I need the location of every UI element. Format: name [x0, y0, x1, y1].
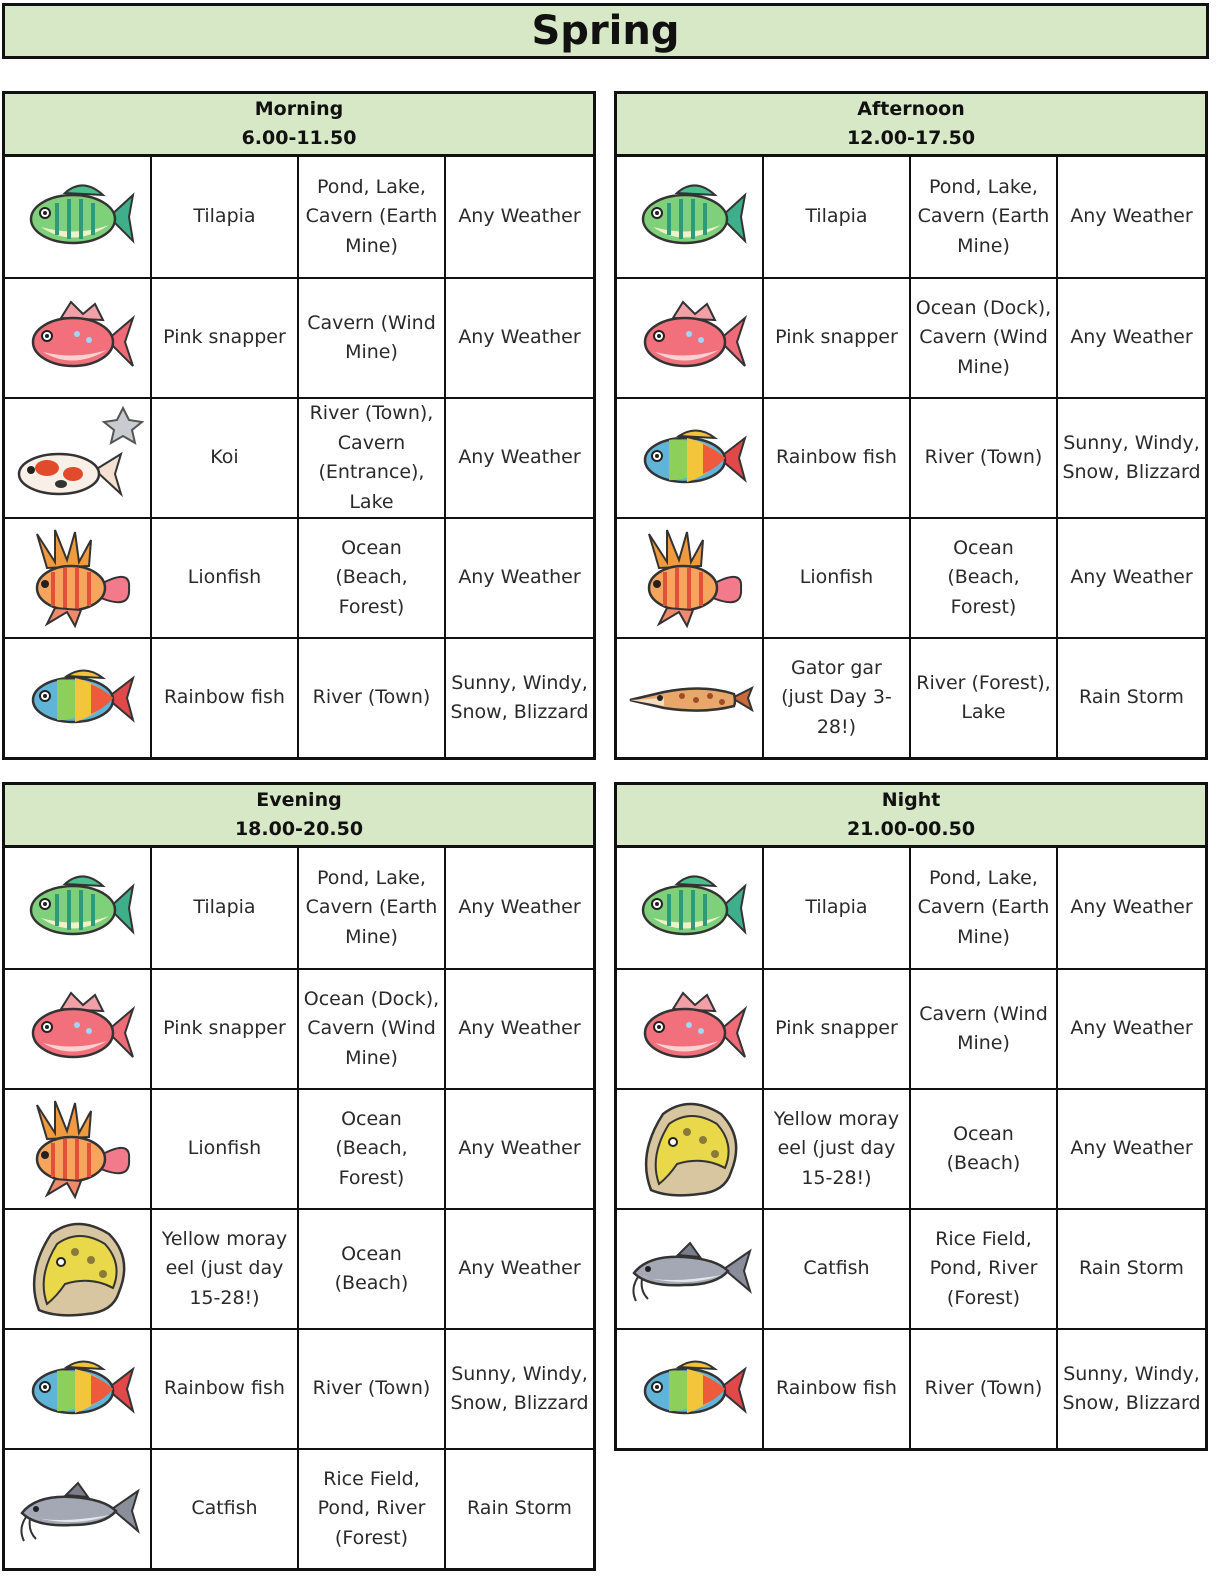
- night-header: [614, 782, 1208, 848]
- fish-row: [617, 1088, 1205, 1208]
- rainbow-fish-icon: [629, 408, 749, 508]
- fish-image-cell: [5, 1330, 152, 1448]
- fish-location: Pond, Lake, Cavern (Earth Mine): [911, 848, 1058, 968]
- pink-snapper-icon: [17, 979, 137, 1079]
- fish-row: [5, 157, 593, 277]
- pink-snapper-icon: [629, 979, 749, 1079]
- fish-image-cell: [617, 1210, 764, 1328]
- fish-location: Ocean (Beach): [911, 1090, 1058, 1208]
- koi-icon: [7, 398, 147, 518]
- fish-image-cell: [5, 1090, 152, 1208]
- fish-name: Pink snapper: [152, 970, 299, 1088]
- fish-weather: Sunny, Windy, Snow, Blizzard: [1062, 431, 1201, 483]
- period-hours: 18.00-20.50: [234, 818, 364, 840]
- fish-weather: Any Weather: [1070, 566, 1193, 589]
- fish-location: River (Town): [911, 1330, 1058, 1448]
- fish-location: River (Forest), Lake: [911, 639, 1058, 757]
- fish-image-cell: [5, 1210, 152, 1328]
- fish-row: [5, 1328, 593, 1448]
- fish-name: Lionfish: [152, 1090, 299, 1208]
- yellow-moray-eel-icon: [629, 1094, 749, 1204]
- lionfish-icon: [17, 1099, 137, 1199]
- fish-weather: Any Weather: [458, 446, 581, 469]
- fish-image-cell: [5, 970, 152, 1088]
- fish-image-cell: [5, 1450, 152, 1568]
- fish-weather: Any Weather: [458, 1137, 581, 1160]
- fish-image-cell: [5, 848, 152, 968]
- fish-weather: Rain Storm: [467, 1497, 572, 1520]
- fish-image-cell: [617, 639, 764, 757]
- fish-location: Ocean (Dock), Cavern (Wind Mine): [911, 279, 1058, 397]
- catfish-icon: [12, 1459, 142, 1559]
- rainbow-fish-icon: [17, 1339, 137, 1439]
- fish-image-cell: [5, 639, 152, 757]
- evening-panel: [2, 782, 596, 1571]
- evening-fish-table: [2, 848, 596, 1571]
- fish-weather: Any Weather: [1070, 896, 1193, 919]
- fish-image-cell: [617, 157, 764, 277]
- fish-image-cell: [617, 1090, 764, 1208]
- fish-location: Cavern (Wind Mine): [911, 970, 1058, 1088]
- fish-name: Rainbow fish: [152, 1330, 299, 1448]
- fish-row: [617, 637, 1205, 757]
- fish-location: Pond, Lake, Cavern (Earth Mine): [911, 157, 1058, 277]
- night-panel: [614, 782, 1208, 1451]
- fish-image-cell: [617, 848, 764, 968]
- fish-image-cell: [617, 399, 764, 517]
- fish-name: Pink snapper: [152, 279, 299, 397]
- fish-name: Tilapia: [764, 848, 911, 968]
- fish-row: [5, 517, 593, 637]
- fish-row: [617, 517, 1205, 637]
- fish-row: [5, 1208, 593, 1328]
- fish-row: [617, 277, 1205, 397]
- fish-name: Lionfish: [764, 519, 911, 637]
- fish-weather: Any Weather: [1070, 205, 1193, 228]
- fish-image-cell: [617, 279, 764, 397]
- pink-snapper-icon: [17, 288, 137, 388]
- fish-location: Rice Field, Pond, River (Forest): [299, 1450, 446, 1568]
- fish-name: Tilapia: [152, 848, 299, 968]
- fish-row: [5, 968, 593, 1088]
- fish-location: River (Town): [299, 639, 446, 757]
- rainbow-fish-icon: [629, 1339, 749, 1439]
- fish-location: River (Town), Cavern (Entrance), Lake: [299, 399, 446, 517]
- fish-weather: Sunny, Windy, Snow, Blizzard: [450, 671, 589, 723]
- night-fish-table: [614, 848, 1208, 1451]
- fish-weather: Any Weather: [458, 326, 581, 349]
- fish-location: Ocean (Beach, Forest): [911, 519, 1058, 637]
- period-name: Afternoon: [857, 98, 965, 120]
- fish-row: [617, 1328, 1205, 1448]
- fish-location: Ocean (Beach, Forest): [299, 1090, 446, 1208]
- fish-location: Pond, Lake, Cavern (Earth Mine): [299, 157, 446, 277]
- gator-gar-icon: [624, 648, 754, 748]
- fish-image-cell: [617, 1330, 764, 1448]
- fish-weather: Any Weather: [458, 1017, 581, 1040]
- fish-location: Pond, Lake, Cavern (Earth Mine): [299, 848, 446, 968]
- fish-row: [617, 1208, 1205, 1328]
- fish-row: [5, 637, 593, 757]
- fish-location: River (Town): [299, 1330, 446, 1448]
- fish-weather: Rain Storm: [1079, 686, 1184, 709]
- pink-snapper-icon: [629, 288, 749, 388]
- fish-location: River (Town): [911, 399, 1058, 517]
- lionfish-icon: [629, 528, 749, 628]
- lionfish-icon: [17, 528, 137, 628]
- catfish-icon: [624, 1219, 754, 1319]
- period-hours: 21.00-00.50: [846, 818, 976, 840]
- fish-location: Ocean (Beach): [299, 1210, 446, 1328]
- fish-image-cell: [5, 399, 152, 517]
- fish-weather: Any Weather: [458, 205, 581, 228]
- evening-header: [2, 782, 596, 848]
- fish-name: Yellow moray eel (just day 15-28!): [152, 1210, 299, 1328]
- fish-name: Pink snapper: [764, 279, 911, 397]
- morning-panel: [2, 91, 596, 760]
- fish-name: Tilapia: [152, 157, 299, 277]
- fish-name: Rainbow fish: [764, 1330, 911, 1448]
- fish-name: Catfish: [764, 1210, 911, 1328]
- fish-name: Catfish: [152, 1450, 299, 1568]
- page-title: Spring: [531, 8, 680, 54]
- fish-weather: Any Weather: [458, 896, 581, 919]
- fish-location: Ocean (Beach, Forest): [299, 519, 446, 637]
- fish-location: Rice Field, Pond, River (Forest): [911, 1210, 1058, 1328]
- fish-weather: Any Weather: [458, 1257, 581, 1280]
- fish-image-cell: [5, 279, 152, 397]
- fish-image-cell: [5, 519, 152, 637]
- fish-name: Rainbow fish: [764, 399, 911, 517]
- fish-row: [5, 848, 593, 968]
- rainbow-fish-icon: [17, 648, 137, 748]
- fish-row: [5, 397, 593, 517]
- fish-name: Yellow moray eel (just day 15-28!): [764, 1090, 911, 1208]
- fish-row: [5, 277, 593, 397]
- fish-weather: Any Weather: [1070, 1137, 1193, 1160]
- fish-row: [617, 157, 1205, 277]
- fish-name: Tilapia: [764, 157, 911, 277]
- morning-header: [2, 91, 596, 157]
- period-name: Morning: [254, 98, 344, 120]
- tilapia-icon: [629, 167, 749, 267]
- fish-location: Cavern (Wind Mine): [299, 279, 446, 397]
- fish-row: [617, 397, 1205, 517]
- fish-name: Lionfish: [152, 519, 299, 637]
- fish-name: Gator gar (just Day 3-28!): [764, 639, 911, 757]
- fish-row: [5, 1088, 593, 1208]
- yellow-moray-eel-icon: [17, 1214, 137, 1324]
- page-title-bar: [2, 3, 1209, 59]
- tilapia-icon: [629, 858, 749, 958]
- afternoon-panel: [614, 91, 1208, 760]
- fish-weather: Sunny, Windy, Snow, Blizzard: [1062, 1362, 1201, 1414]
- fish-image-cell: [617, 970, 764, 1088]
- period-hours: 6.00-11.50: [241, 127, 357, 149]
- fish-row: [5, 1448, 593, 1568]
- fish-name: Koi: [152, 399, 299, 517]
- fish-image-cell: [5, 157, 152, 277]
- period-name: Evening: [256, 789, 342, 811]
- fish-location: Ocean (Dock), Cavern (Wind Mine): [299, 970, 446, 1088]
- fish-weather: Rain Storm: [1079, 1257, 1184, 1280]
- fish-name: Rainbow fish: [152, 639, 299, 757]
- fish-weather: Any Weather: [1070, 1017, 1193, 1040]
- period-name: Night: [881, 789, 941, 811]
- fish-weather: Any Weather: [1070, 326, 1193, 349]
- fish-weather: Any Weather: [458, 566, 581, 589]
- afternoon-header: [614, 91, 1208, 157]
- fish-name: Pink snapper: [764, 970, 911, 1088]
- fish-weather: Sunny, Windy, Snow, Blizzard: [450, 1362, 589, 1414]
- fish-image-cell: [617, 519, 764, 637]
- fish-row: [617, 968, 1205, 1088]
- tilapia-icon: [17, 858, 137, 958]
- afternoon-fish-table: [614, 157, 1208, 760]
- tilapia-icon: [17, 167, 137, 267]
- period-hours: 12.00-17.50: [846, 127, 976, 149]
- morning-fish-table: [2, 157, 596, 760]
- fish-row: [617, 848, 1205, 968]
